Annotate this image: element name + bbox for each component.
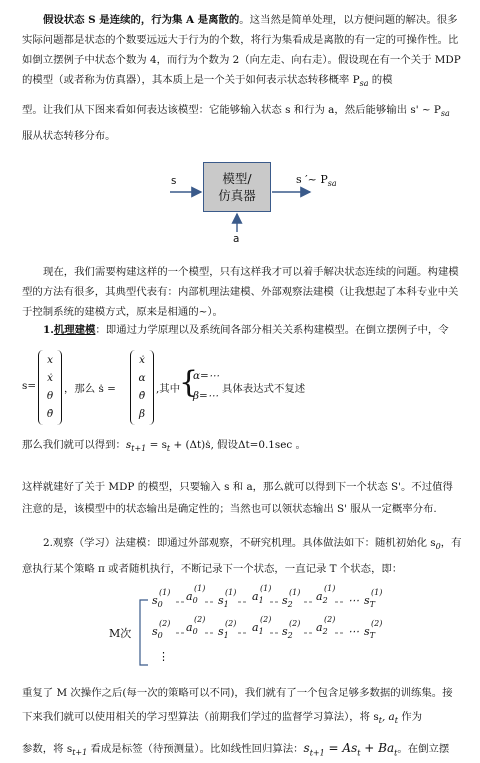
m-times-label: M次 <box>109 627 132 640</box>
output-label: s ′~ $P_{sa}$ <box>296 173 337 189</box>
regression-formula: $s_{t+1} = As_t + Ba_t$ <box>303 741 398 758</box>
state-vector: x ẋ θ θ̇ <box>38 350 62 425</box>
equation-state-vector: s= x ẋ θ θ̇ ，那么 ṡ = ẋ α θ̇ β ,其中 { α=⋯ β=⋯ 具体表达式不复述 <box>22 350 462 425</box>
model-desc-text2: 服从状态转移分布。 <box>22 130 116 143</box>
paragraph-deterministic-note: 这样就建好了关于 MDP 的模型，只要输入 s 和 a，那么就可以得到下一个状态 S'。不过值得注意的是，该模型中的状态输出是确定性的；当然也可以领状态输出 S' 服从一定概率分布. <box>22 481 453 515</box>
box-line2: 仿真器 <box>218 188 256 203</box>
paragraph-regression: 参数，将 $s_{t+1}$ 看成是标签（待预测量）。比如线性回归算法：$s_{t+1} = As_t + Ba_t$。在倒立摆 <box>22 741 450 758</box>
paragraph-observation: 2.观察（学习）法建模：即通过外部观察，不研究机理。具体做法如下：随机初始化 $s_0$，有意执行某个策略 π 或者随机执行，不断记录下一个状态，一直记录 T 个状态，即： <box>22 537 462 576</box>
psa-sub: sa <box>359 79 369 89</box>
input-s-label: s <box>171 175 177 187</box>
intro-tail: 的模 <box>368 74 393 86</box>
intro-lead: 假设状态 S 是连续的，行为集 A 是离散的 <box>43 14 240 26</box>
box-line1: 模型/ <box>222 171 252 186</box>
model-desc-text: 型。让我们从下图来看如何表达该模型：它能够输入状态 s 和行为 a，然后能够输出 s' ~ P <box>22 104 441 116</box>
model-desc-sub: sa <box>440 109 450 119</box>
paragraph-training-set: 重复了 M 次操作之后(每一次的策略可以不同)，我们就有了一个包含足够多数据的训练集。接下来我们就可以使用相关的学习型算法（前期我们学过的监督学习算法），将 $s_t$, $a_t$ 作为 <box>22 687 453 726</box>
input-a-label: a <box>233 233 240 245</box>
intro-text: 。这当然是简单处理，以方便问题的解决。很多实际问题都是状态的个数要远远大于行为的个数，将行为集看成是离散的有一定的可操作性。比如倒立摆例子中状态个数为 4，而行为个数为 2（向左走、向右走）。假设现在有一个关于 MDP 的模型（或者称为仿真器），其本质上是一个关于如何表示状态转移概率 P <box>22 14 461 86</box>
paragraph-modeling-methods: 现在，我们需要构建这样的一个模型，只有这样我才可以着手解决状态连续的问题。构建模型的方法有很多，其典型代表有：内部机理法建模、外部观察法建模（让我想起了本科专业中关于控制系统的建模方式，原来是相通的~）。 <box>22 266 459 318</box>
no-detail-note: 具体表达式不复述 <box>222 383 306 395</box>
mechanism-title: 机理建模 <box>53 324 96 336</box>
paragraph-mechanism: 1.机理建模：即通过力学原理以及系统间各部分相关关系构建模型。在倒立摆例子中，令 <box>43 324 449 336</box>
sequence-row-2: $s_0$ (2) $a_0$ (2) $s_1$ (2) $a_1$ (2) $s_2$ (2) $a_2$ (2) ⋯ $s_T$ (2) <box>152 615 383 641</box>
equation-update: 那么我们就可以得到：$s_{t+1} = s_t$ + (Δt)ṡ, 假设Δt=0.1sec 。 <box>22 439 306 454</box>
sequence-row-1: $s_0$ (1) $a_0$ (1) $s_1$ (1) $a_1$ (1) $s_2$ (1) $a_2$ (1) ⋯ $s_T$ (1) <box>152 584 383 610</box>
derivative-vector: ẋ α θ̇ β <box>130 350 154 425</box>
vertical-dots: ⋮ <box>158 650 169 663</box>
